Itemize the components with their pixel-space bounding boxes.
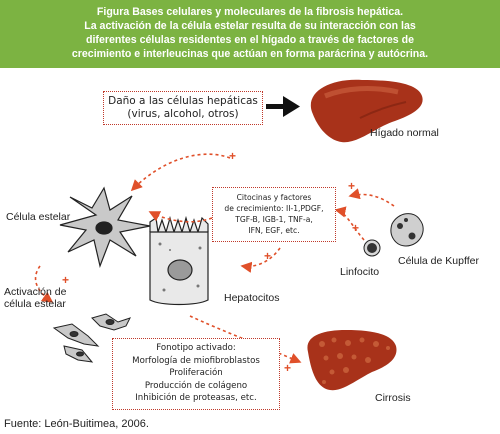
phenotype-box-line: Fonotipo activado: bbox=[156, 343, 236, 353]
hepatocytes-label: Hepatocitos bbox=[224, 292, 280, 304]
cytokines-box-line: de crecimiento: II-1,PDGF, bbox=[224, 204, 324, 213]
activated-phenotype-box bbox=[112, 338, 280, 410]
healthy-liver-label: Hígado normal bbox=[370, 127, 439, 139]
banner-line-3: diferentes células residentes en el hígado a través de factores de bbox=[86, 34, 414, 46]
phenotype-box-line: Proliferación bbox=[169, 368, 223, 379]
activation-label bbox=[4, 286, 66, 310]
phenotype-box-line: Producción de colágeno bbox=[144, 380, 248, 391]
damage-box-line: Daño a las células hepáticas bbox=[108, 95, 258, 107]
phenotype-box-line: Morfología de miofibroblastos bbox=[132, 355, 260, 366]
liver-damage-box bbox=[103, 91, 263, 125]
kupffer-cell-illustration bbox=[391, 214, 423, 246]
stellate-cell-illustration bbox=[60, 188, 150, 266]
cirrhosis-label: Cirrosis bbox=[375, 392, 411, 404]
activation-label-line: célula estelar bbox=[4, 298, 66, 310]
cirrhotic-liver-illustration bbox=[307, 330, 396, 390]
damage-box-line: (virus, alcohol, otros) bbox=[127, 108, 239, 120]
plus-sign: + bbox=[62, 273, 70, 287]
cytokines-box-line: TGF-B, IGB-1, TNF-a, bbox=[235, 215, 313, 224]
stellate-cell-label: Célula estelar bbox=[6, 211, 71, 223]
plus-sign: + bbox=[229, 149, 237, 163]
banner-line-1: Figura Bases celulares y moleculares de la fibrosis hepática. bbox=[96, 6, 404, 18]
phenotype-box-line: Inhibición de proteasas, etc. bbox=[135, 393, 257, 404]
banner-line-2: La activación de la célula estelar resulta de su interacción con las bbox=[84, 20, 416, 32]
plus-sign: + bbox=[352, 221, 360, 235]
plus-sign: + bbox=[264, 249, 272, 263]
cytokines-box-line: Citocinas y factores bbox=[236, 193, 312, 202]
plus-sign: + bbox=[348, 179, 356, 193]
kupffer-cell-label: Célula de Kupffer bbox=[398, 255, 479, 267]
lymphocyte-illustration bbox=[364, 240, 380, 256]
banner-line-4: crecimiento e interleucinas que actúan en forma parácrina y autócrina. bbox=[71, 48, 429, 60]
lymphocyte-label: Linfocito bbox=[340, 266, 380, 278]
cytokines-box-line: IFN, EGF, etc. bbox=[248, 226, 300, 235]
cytokines-box bbox=[212, 187, 336, 242]
activation-label-line: Activación de bbox=[4, 286, 67, 298]
hepatocyte-illustration bbox=[150, 218, 208, 305]
source-citation: Fuente: León-Buitimea, 2006. bbox=[4, 418, 149, 430]
plus-sign: + bbox=[284, 361, 292, 375]
damage-arrow bbox=[266, 96, 300, 117]
